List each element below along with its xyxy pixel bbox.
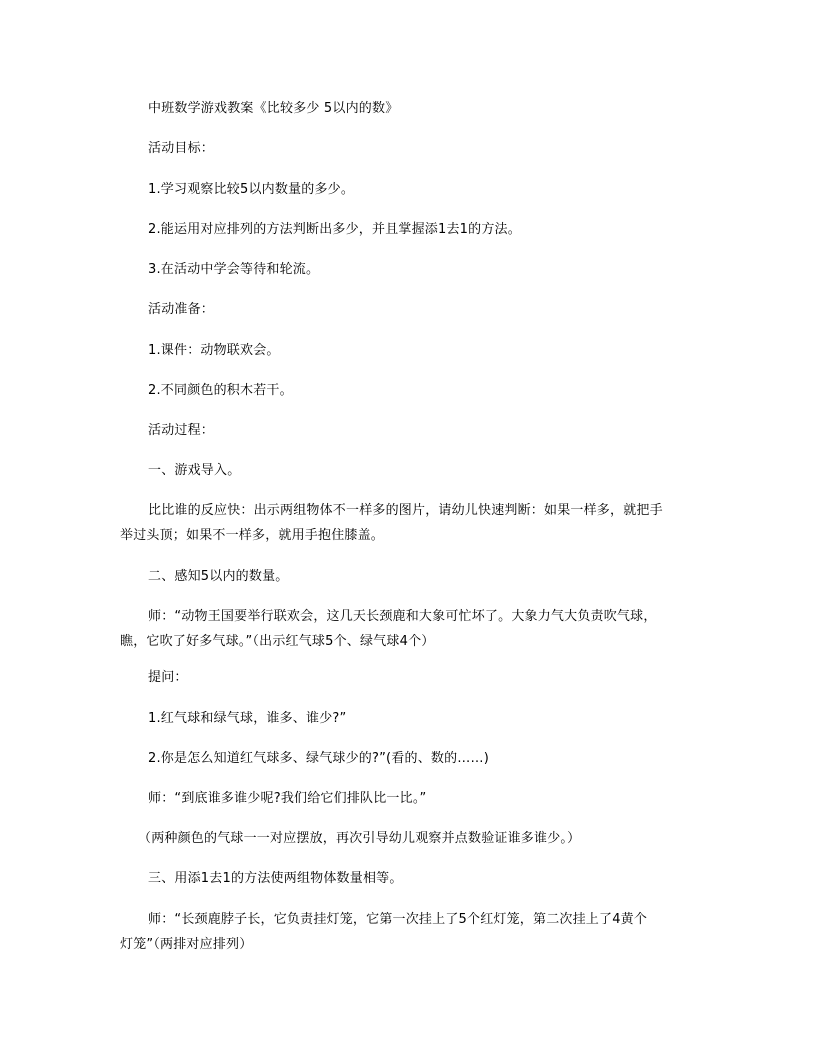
prep-heading: 活动准备： bbox=[148, 302, 215, 317]
step-2-heading: 二、感知5以内的数量。 bbox=[148, 569, 289, 584]
step-2-text-line-1: 师：“动物王国要举行联欢会，这几天长颈鹿和大象可忙坏了。大象力气大负责吹气球， bbox=[148, 609, 657, 624]
step-3-heading: 三、用添1去1的方法使两组物体数量相等。 bbox=[148, 871, 403, 886]
goal-item-2: 2.能运用对应排列的方法判断出多少，并且掌握添1去1的方法。 bbox=[148, 222, 521, 237]
step-1-heading: 一、游戏导入。 bbox=[148, 463, 241, 478]
step-1-text-line-1: 比比谁的反应快：出示两组物体不一样多的图片，请幼儿快速判断：如果一样多，就把手 bbox=[148, 503, 663, 518]
note-line: （两种颜色的气球一一对应摆放，再次引导幼儿观察并点数验证谁多谁少。） bbox=[138, 831, 581, 846]
document-title: 中班数学游戏教案《比较多少 5以内的数》 bbox=[148, 101, 399, 116]
step-2-text-line-2: 瞧，它吹了好多气球。”（出示红气球5个、绿气球4个） bbox=[120, 634, 435, 649]
step-3-text-line-2: 灯笼”（两排对应排列） bbox=[120, 937, 253, 952]
goals-heading: 活动目标： bbox=[148, 141, 215, 156]
question-heading: 提问： bbox=[148, 670, 188, 685]
step-1-text-line-2: 举过头顶；如果不一样多，就用手抱住膝盖。 bbox=[120, 528, 385, 543]
prep-item-1: 1.课件：动物联欢会。 bbox=[148, 343, 280, 358]
goal-item-1: 1.学习观察比较5以内数量的多少。 bbox=[148, 182, 355, 197]
step-3-text-line-1: 师：“长颈鹿脖子长，它负责挂灯笼，它第一次挂上了5个红灯笼，第二次挂上了4黄个 bbox=[148, 912, 648, 927]
goal-item-3: 3.在活动中学会等待和轮流。 bbox=[148, 262, 320, 277]
prep-item-2: 2.不同颜色的积木若干。 bbox=[148, 383, 293, 398]
teacher-line: 师：“到底谁多谁少呢?我们给它们排队比一比。” bbox=[148, 791, 427, 806]
question-item-2: 2.你是怎么知道红气球多、绿气球少的?”(看的、数的……) bbox=[148, 751, 489, 766]
process-heading: 活动过程： bbox=[148, 423, 215, 438]
question-item-1: 1.红气球和绿气球，谁多、谁少?” bbox=[148, 711, 347, 726]
